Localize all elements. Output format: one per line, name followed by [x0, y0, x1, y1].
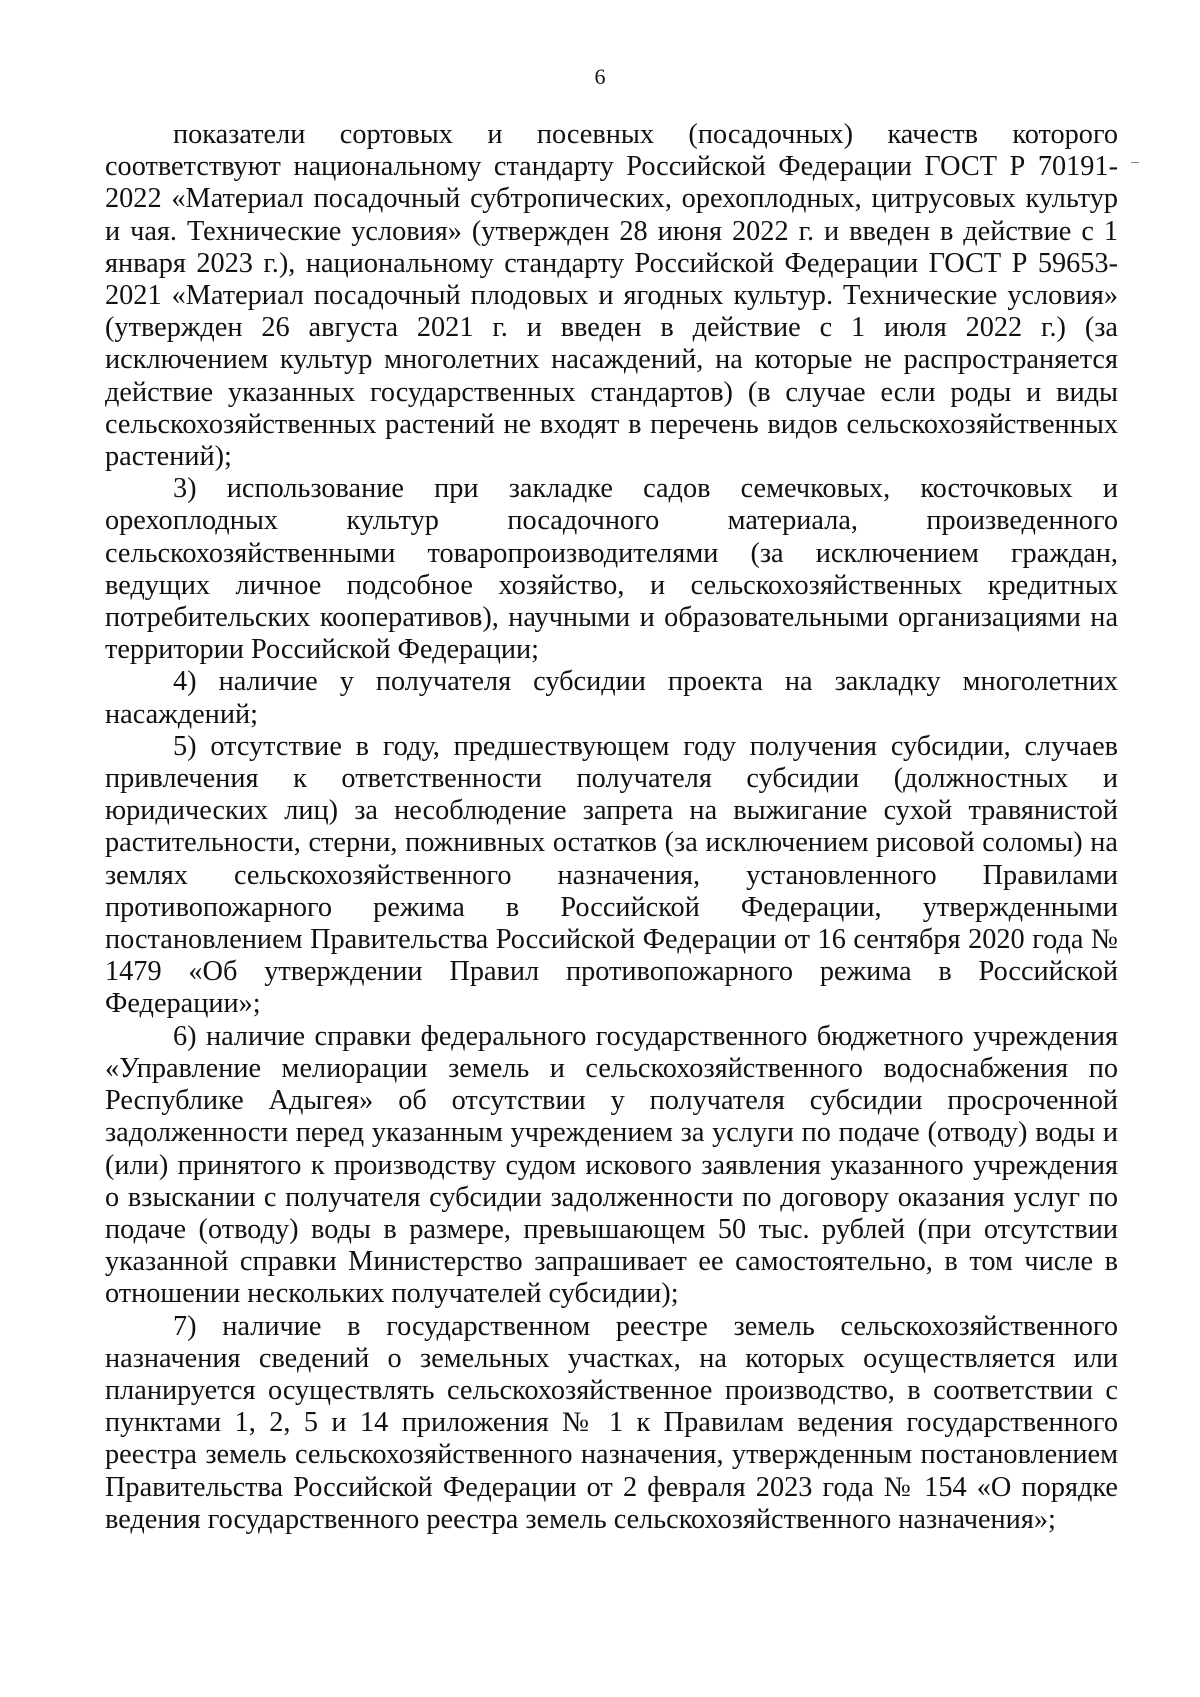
page-number: 6: [594, 64, 606, 89]
paragraph-item-7: 7) наличие в государственном реестре земель сельскохозяйственного назначения сведений о земельных участках, на которых осуществляется или планируется осуществлять сельскохозяйственное производство, в соответствии с пунктами 1, 2, 5 и 14 приложения № 1 к Правилам ведения государственного реестра земель сельскохозяйственного назначения, утвержденным постановлением Правительства Российской Федерации от 2 февраля 2023 года № 154 «О порядке ведения государственного реестра земель сельскохозяйственного назначения»;: [105, 1310, 1118, 1535]
scan-artifact-dash: [1131, 162, 1139, 163]
paragraph-item-3: 3) использование при закладке садов семечковых, косточковых и орехоплодных культур посадочного материала, произведенного сельскохозяйственными товаропроизводителями (за исключением граждан, ведущих личное подсобное хозяйство, и сельскохозяйственных кредитных потребительских кооперативов), научными и образовательными организациями на территории Российской Федерации;: [105, 473, 1118, 666]
paragraph-seed-quality: показатели сортовых и посевных (посадочных) качеств которого соответствуют национальному стандарту Российской Федерации ГОСТ Р 70191-2022 «Материал посадочный субтропических, орехоплодных, цитрусовых культур и чая. Технические условия» (утвержден 28 июня 2022 г. и введен в действие с 1 января 2023 г.), национальному стандарту Российской Федерации ГОСТ Р 59653-2021 «Материал посадочный плодовых и ягодных культур. Технические условия» (утвержден 26 августа 2021 г. и введен в действие с 1 июля 2022 г.) (за исключением культур многолетних насаждений, на которые не распространяется действие указанных государственных стандартов) (в случае если роды и виды сельскохозяйственных растений не входят в перечень видов сельскохозяйственных растений);: [105, 119, 1118, 473]
paragraph-item-5: 5) отсутствие в году, предшествующем году получения субсидии, случаев привлечения к ответственности получателя субсидии (должностных и юридических лиц) за несоблюдение запрета на выжигание сухой травянистой растительности, стерни, пожнивных остатков (за исключением рисовой соломы) на землях сельскохозяйственного назначения, установленного Правилами противопожарного режима в Российской Федерации, утвержденными постановлением Правительства Российской Федерации от 16 сентября 2020 года № 1479 «Об утверждении Правил противопожарного режима в Российской Федерации»;: [105, 730, 1118, 1020]
paragraph-item-6: 6) наличие справки федерального государственного бюджетного учреждения «Управление мелиорации земель и сельскохозяйственного водоснабжения по Республике Адыгея» об отсутствии у получателя субсидии просроченной задолженности перед указанным учреждением за услуги по подаче (отводу) воды и (или) принятого к производству судом искового заявления указанного учреждения о взыскании с получателя субсидии задолженности по договору оказания услуг по подаче (отводу) воды в размере, превышающем 50 тыс. рублей (при отсутствии указанной справки Министерство запрашивает ее самостоятельно, в том числе в отношении нескольких получателей субсидии);: [105, 1020, 1118, 1310]
paragraph-item-4: 4) наличие у получателя субсидии проекта на закладку многолетних насаждений;: [105, 666, 1118, 730]
document-body: [105, 119, 1118, 1536]
